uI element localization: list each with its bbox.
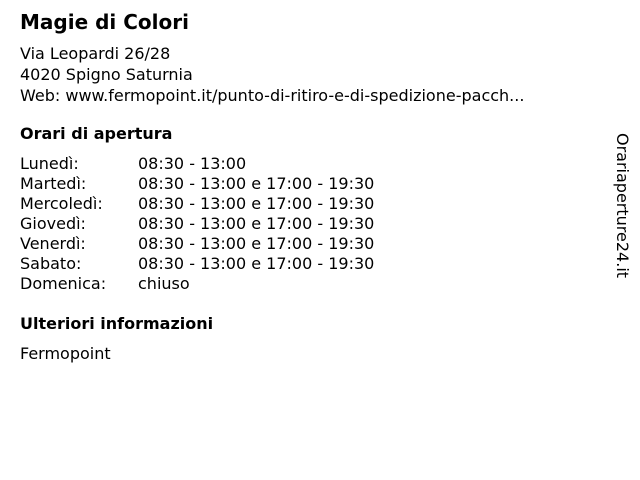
- day-label: Venerdì:: [20, 234, 86, 253]
- store-street: Via Leopardi 26/28: [20, 44, 171, 63]
- day-label: Martedì:: [20, 174, 87, 193]
- day-hours: 08:30 - 13:00 e 17:00 - 19:30: [138, 194, 375, 213]
- day-hours: 08:30 - 13:00 e 17:00 - 19:30: [138, 214, 375, 233]
- day-label: Lunedì:: [20, 154, 79, 173]
- day-hours: 08:30 - 13:00: [138, 154, 247, 173]
- day-hours: chiuso: [138, 274, 190, 293]
- more-info-text: Fermopoint: [20, 344, 111, 363]
- day-hours: 08:30 - 13:00 e 17:00 - 19:30: [138, 174, 375, 193]
- day-label: Giovedì:: [20, 214, 86, 233]
- store-name: Magie di Colori: [20, 10, 189, 34]
- opening-hours-heading: Orari di apertura: [20, 124, 173, 143]
- more-info-heading: Ulteriori informazioni: [20, 314, 214, 333]
- store-address: [20, 43, 524, 106]
- day-label: Sabato:: [20, 254, 82, 273]
- day-label: Mercoledì:: [20, 194, 103, 213]
- site-brand-vertical[interactable]: Orariaperture24.it: [613, 133, 632, 279]
- store-web-link[interactable]: Web: www.fermopoint.it/punto-di-ritiro-e-di-spedizione-pacch...: [20, 86, 525, 105]
- day-hours: 08:30 - 13:00 e 17:00 - 19:30: [138, 254, 375, 273]
- store-city: 4020 Spigno Saturnia: [20, 65, 193, 84]
- day-label: Domenica:: [20, 274, 107, 293]
- day-hours: 08:30 - 13:00 e 17:00 - 19:30: [138, 234, 375, 253]
